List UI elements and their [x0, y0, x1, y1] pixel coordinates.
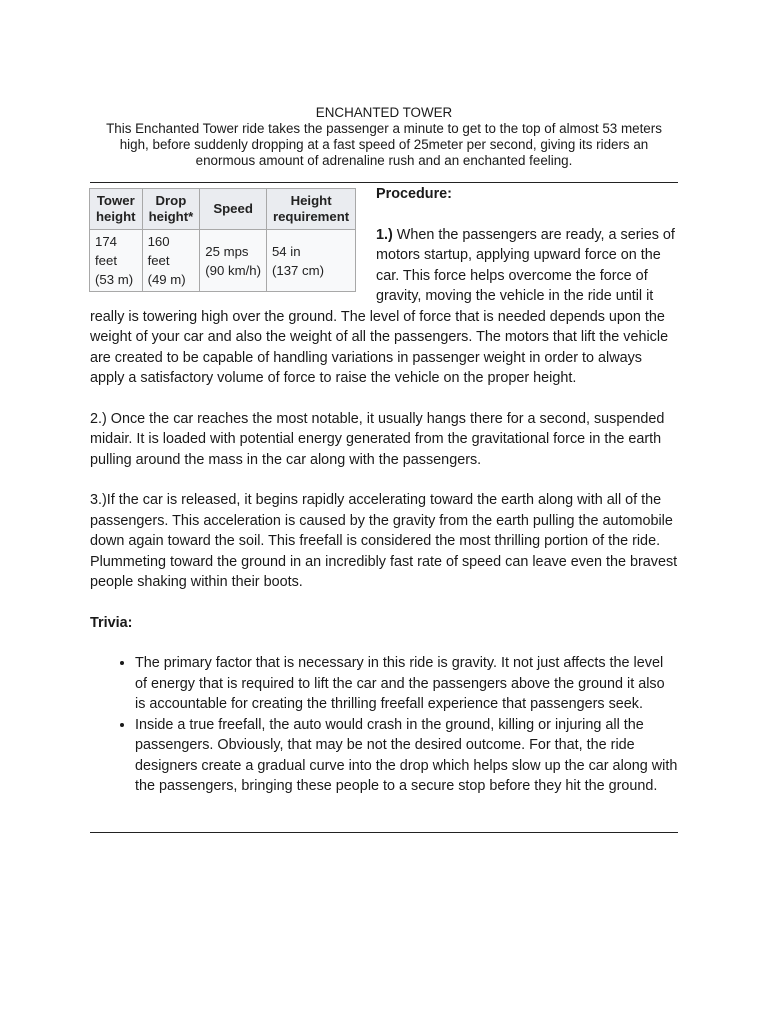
document-header: [90, 105, 678, 169]
col-header-text: height*: [148, 209, 194, 224]
bottom-divider: [90, 832, 678, 833]
cell-text: 160: [147, 234, 170, 249]
list-item: • The primary factor that is necessary in this ride is gravity. It not just affects the level of energy that is required to lift the car and the passengers above the ground it also is accountable for creating the thrilling freefall experience that passengers seek.: [135, 653, 678, 715]
cell-text: (90 km/h): [205, 262, 261, 278]
cell-text: feet: [95, 253, 117, 268]
document-title: ENCHANTED TOWER: [315, 105, 453, 120]
cell-text: (137 cm): [271, 262, 324, 278]
procedure-step-2: 2.) Once the car reaches the most notable, it usually hangs there for a second, suspended midair. It is loaded with potential energy generated from the gravitational force in the earth pulling around the mass in the car along with the passengers.: [90, 410, 665, 468]
step-text: When the passengers are ready, a series of motors startup, applying upward force on the car. This force helps overcome the force of gravity, moving the vehicle in the ride until it really is towering high over the ground. The level of force that is needed depends upon the weight of your car and also the weight of all the passengers. The motors that lift the vehicle are created to be capable of handling variations in passenger weight in order to always apply a satisfactory volume of force to raise the vehicle on the proper height.: [90, 226, 675, 386]
col-header-text: Drop: [155, 193, 187, 208]
col-header-text: height: [96, 209, 136, 224]
cell-text: 54 in: [271, 243, 301, 259]
cell-text: (53 m): [95, 272, 134, 287]
cell-text: feet: [147, 253, 170, 268]
col-header-text: requirement: [272, 209, 350, 224]
col-header-text: Height: [290, 193, 332, 208]
col-header-text: Tower: [96, 193, 135, 208]
list-item: • Inside a true freefall, the auto would crash in the ground, killing or injuring all the passengers. Obviously, that may be not the desired outcome. For that, the ride designers create a gradual curve into the drop which helps slow up the car along with the passengers, bringing these people to a secure stop before they hit the ground.: [135, 715, 678, 797]
trivia-list: [90, 653, 678, 797]
procedure-step-3: 3.)If the car is released, it begins rapidly accelerating toward the earth along with all of the passengers. This acceleration is caused by the gravity from the earth pulling the automobile down again toward the soil. This freefall is considered the most thrilling portion of the ride. Plummeting toward the ground in an incredibly fast rate of speed can leave even the bravest people shaking within their boots.: [90, 492, 678, 590]
top-divider: [90, 182, 678, 183]
col-header-text: Speed: [213, 201, 253, 216]
trivia-heading: Trivia:: [90, 614, 133, 631]
cell-text: 25 mps: [205, 243, 249, 259]
cell-text: (49 m): [147, 272, 186, 287]
procedure-heading: Procedure:: [376, 186, 452, 202]
intro-text: This Enchanted Tower ride takes the passenger a minute to get to the top of almost 53 meters high, before suddenly dropping at a fast speed of 25meter per second, giving its riders an enormous amount of adrenaline rush and an enchanted feeling.: [106, 121, 662, 168]
table-float-spacer: [90, 184, 376, 295]
step-number: 1.): [376, 226, 393, 243]
cell-text: 174: [95, 234, 118, 249]
document-body: [90, 184, 678, 797]
